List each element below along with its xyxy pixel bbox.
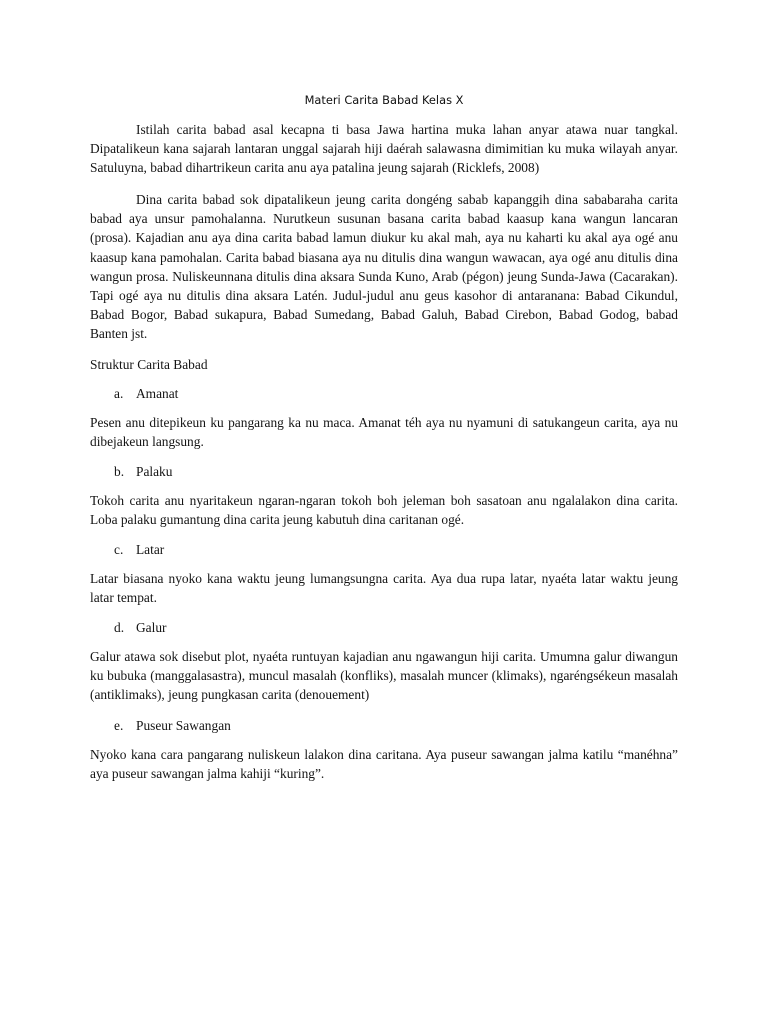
second-paragraph: Dina carita babad sok dipatalikeun jeung carita dongéng sabab kapanggih dina sababaraha carita babad aya unsur pamohalanna. Nurutkeun susunan basana carita babad kaasup kana wangun lancaran (prosa). Kajadian anu aya dina carita babad lamun diukur ku akal mah, aya nu kaharti ku akal aya ogé anu kaasup kana pamohalan. Carita babad biasana aya nu ditulis dina wangun wawacan, aya ogé anu ditulis dina wangun prosa. Nuliskeunnana ditulis dina aksara Sunda Kuno, Arab (pégon) jeung Sunda-Jawa (Cacarakan). Tapi ogé aya nu ditulis dina aksara Latén. Judul-judul anu geus kasohor di antaranana: Babad Cikundul, Babad Bogor, Babad sukapura, Babad Sumedang, Babad Galuh, Babad Cirebon, Babad Godog, babad Banten jst.	[90, 192, 678, 342]
list-item-label: Palaku	[136, 464, 173, 479]
amanat-description: Pesen anu ditepikeun ku pangarang ka nu maca. Amanat téh aya nu nyamuni di satukangeun carita, aya nu dibejakeun langsung.	[90, 415, 678, 450]
section-heading: Struktur Carita Babad	[90, 357, 208, 372]
puseur-sawangan-description: Nyoko kana cara pangarang nuliskeun lalakon dina caritana. Aya puseur sawangan jalma katilu “manéhna” aya puseur sawangan jalma kahiji “kuring”.	[90, 747, 678, 782]
latar-description: Latar biasana nyoko kana waktu jeung lumangsungna carita. Aya dua rupa latar, nyaéta latar waktu jeung latar tempat.	[90, 571, 678, 606]
list-item-label: Puseur Sawangan	[136, 718, 231, 733]
intro-paragraph: Istilah carita babad asal kecapna ti basa Jawa hartina muka lahan anyar atawa nuar tangkal. Dipatalikeun kana sajarah lantaran unggal sajarah hiji daérah salawasna dimimitian ku muka wilayah anyar. Satuluyna, babad dihartrikeun carita anu aya patalina jeung sajarah (Ricklefs, 2008)	[90, 122, 678, 176]
list-item-label: Latar	[136, 542, 165, 557]
list-item-puseur-sawangan	[114, 716, 514, 735]
palaku-description: Tokoh carita anu nyaritakeun ngaran-ngaran tokoh boh jeleman boh sasatoan anu ngalalakon dina carita. Loba palaku gumantung dina carita jeung kabutuh dina caritanan ogé.	[90, 493, 678, 528]
list-item-label: Galur	[136, 620, 167, 635]
list-item-latar	[114, 540, 514, 559]
list-marker: c.	[114, 542, 124, 557]
list-item-amanat	[114, 384, 514, 403]
list-item-label: Amanat	[136, 386, 179, 401]
list-marker: e.	[114, 718, 124, 733]
list-marker: a.	[114, 386, 124, 401]
list-marker: b.	[114, 464, 125, 479]
galur-description: Galur atawa sok disebut plot, nyaéta runtuyan kajadian anu ngawangun hiji carita. Umumna galur diwangun ku bubuka (manggalasastra), muncul masalah (konfliks), masalah muncer (klimaks), ngaréngsékeun masalah (antiklimaks), jeung pungkasan carita (denouement)	[90, 649, 678, 703]
list-item-galur	[114, 618, 514, 637]
document-title: Materi Carita Babad Kelas X	[304, 93, 464, 107]
list-item-palaku	[114, 462, 514, 481]
list-marker: d.	[114, 620, 125, 635]
